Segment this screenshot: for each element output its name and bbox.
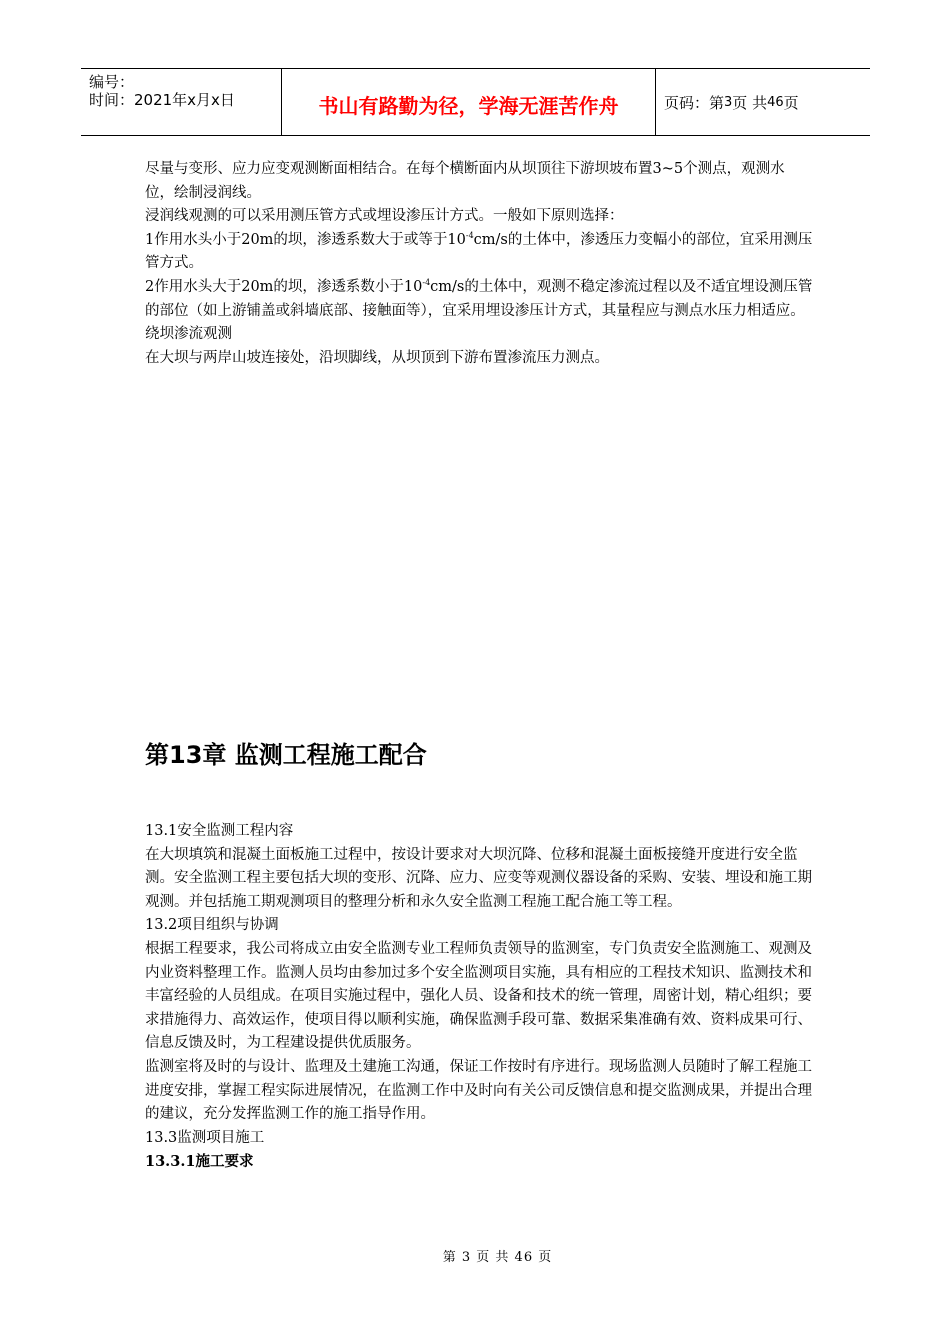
paragraph (145, 229, 813, 276)
page-footer: 第 3 页 共 46 页 (442, 1250, 553, 1265)
section-heading: 13.2项目组织与协调 (145, 917, 279, 934)
header-meta (81, 69, 282, 135)
paragraph: 在大坝与两岸山坡连接处，沿坝脚线，从坝顶到下游布置渗流压力测点。 (145, 349, 609, 366)
section-heading: 13.3监测项目施工 (145, 1129, 265, 1146)
paragraph: 绕坝渗流观测 (145, 326, 232, 343)
subsection-heading: 13.3.1施工要求 (145, 1153, 254, 1171)
header-page-current: 3 (724, 94, 733, 110)
page-header (81, 68, 870, 136)
header-time-label: 时间：2021年x月x日 (89, 91, 235, 109)
paragraph: 尽量与变形、应力应变观测断面相结合。在每个横断面内从坝顶往下游坝坡布置3~5个测点，观测水位，绘制浸润线。 (145, 161, 785, 201)
paragraph: 根据工程要求，我公司将成立由安全监测专业工程师负责领导的监测室，专门负责安全监测施工、观测及内业资料整理工作。监测人员均由参加过多个安全监测项目实施，具有相应的工程技术知识、监测技术和丰富经验的人员组成。在项目实施过程中，强化人员、设备和技术的统一管理，周密计划，精心组织；要求措施得力、高效运作，使项目得以顺利实施，确保监测手段可靠、数据采集准确有效、资料成果可行、信息反馈及时，为工程建设提供优质服务。 (145, 940, 812, 1052)
paragraph-text: 1作用水头小于20m的坝，渗透系数大于或等于10 (145, 231, 466, 248)
header-page-suffix: 页 (783, 93, 799, 112)
header-page-total: 46 (767, 94, 784, 110)
header-page-info (656, 69, 870, 135)
section-heading: 13.1安全监测工程内容 (145, 823, 294, 839)
paragraph: 监测室将及时的与设计、监理及土建施工沟通，保证工作按时有序进行。现场监测人员随时了解工程施工进度安排，掌握工程实际进展情况，在监测工作中及时向有关公司反馈信息和提交监测成果，并提出合理的建议，充分发挥监测工作的施工指导作用。 (145, 1058, 812, 1123)
paragraph: 在大坝填筑和混凝土面板施工过程中，按设计要求对大坝沉降、位移和混凝土面板接缝开度进行安全监测。安全监测工程主要包括大坝的变形、沉降、应力、应变等观测仪器设备的采购、安装、埋设和施工期观测。并包括施工期观测项目的整理分析和永久安全监测工程施工配合施工等工程。 (145, 846, 812, 910)
header-number-label: 编号： (89, 73, 135, 91)
superscript: -4 (465, 230, 474, 240)
paragraph-text: cm/s的土体中，观测不稳定渗流过程以及不适宜埋设测压管的部位（如上游铺盖或斜墙底部、接触面等），宜采用埋设渗压计方式，其量程应与测点水压力相适应。 (145, 278, 813, 319)
section-seepage (145, 158, 813, 370)
paragraph-text: 2作用水头大于20m的坝，渗透系数小于10 (145, 278, 423, 295)
section-monitoring (145, 820, 813, 1174)
paragraph-text: cm/s的土体中，渗透压力变幅小的部位，宜采用测压管方式。 (145, 231, 813, 272)
paragraph: 浸润线观测的可以采用测压管方式或埋设渗压计方式。一般如下原则选择： (145, 208, 624, 225)
chapter-title: 第13章 监测工程施工配合 (145, 741, 427, 769)
header-page-mid: 页 共 (732, 93, 768, 112)
header-motto: 书山有路勤为径，学海无涯苦作舟 (282, 69, 656, 135)
paragraph (145, 276, 813, 323)
superscript: -4 (422, 278, 431, 288)
header-page-prefix: 页码：第 (664, 93, 725, 112)
